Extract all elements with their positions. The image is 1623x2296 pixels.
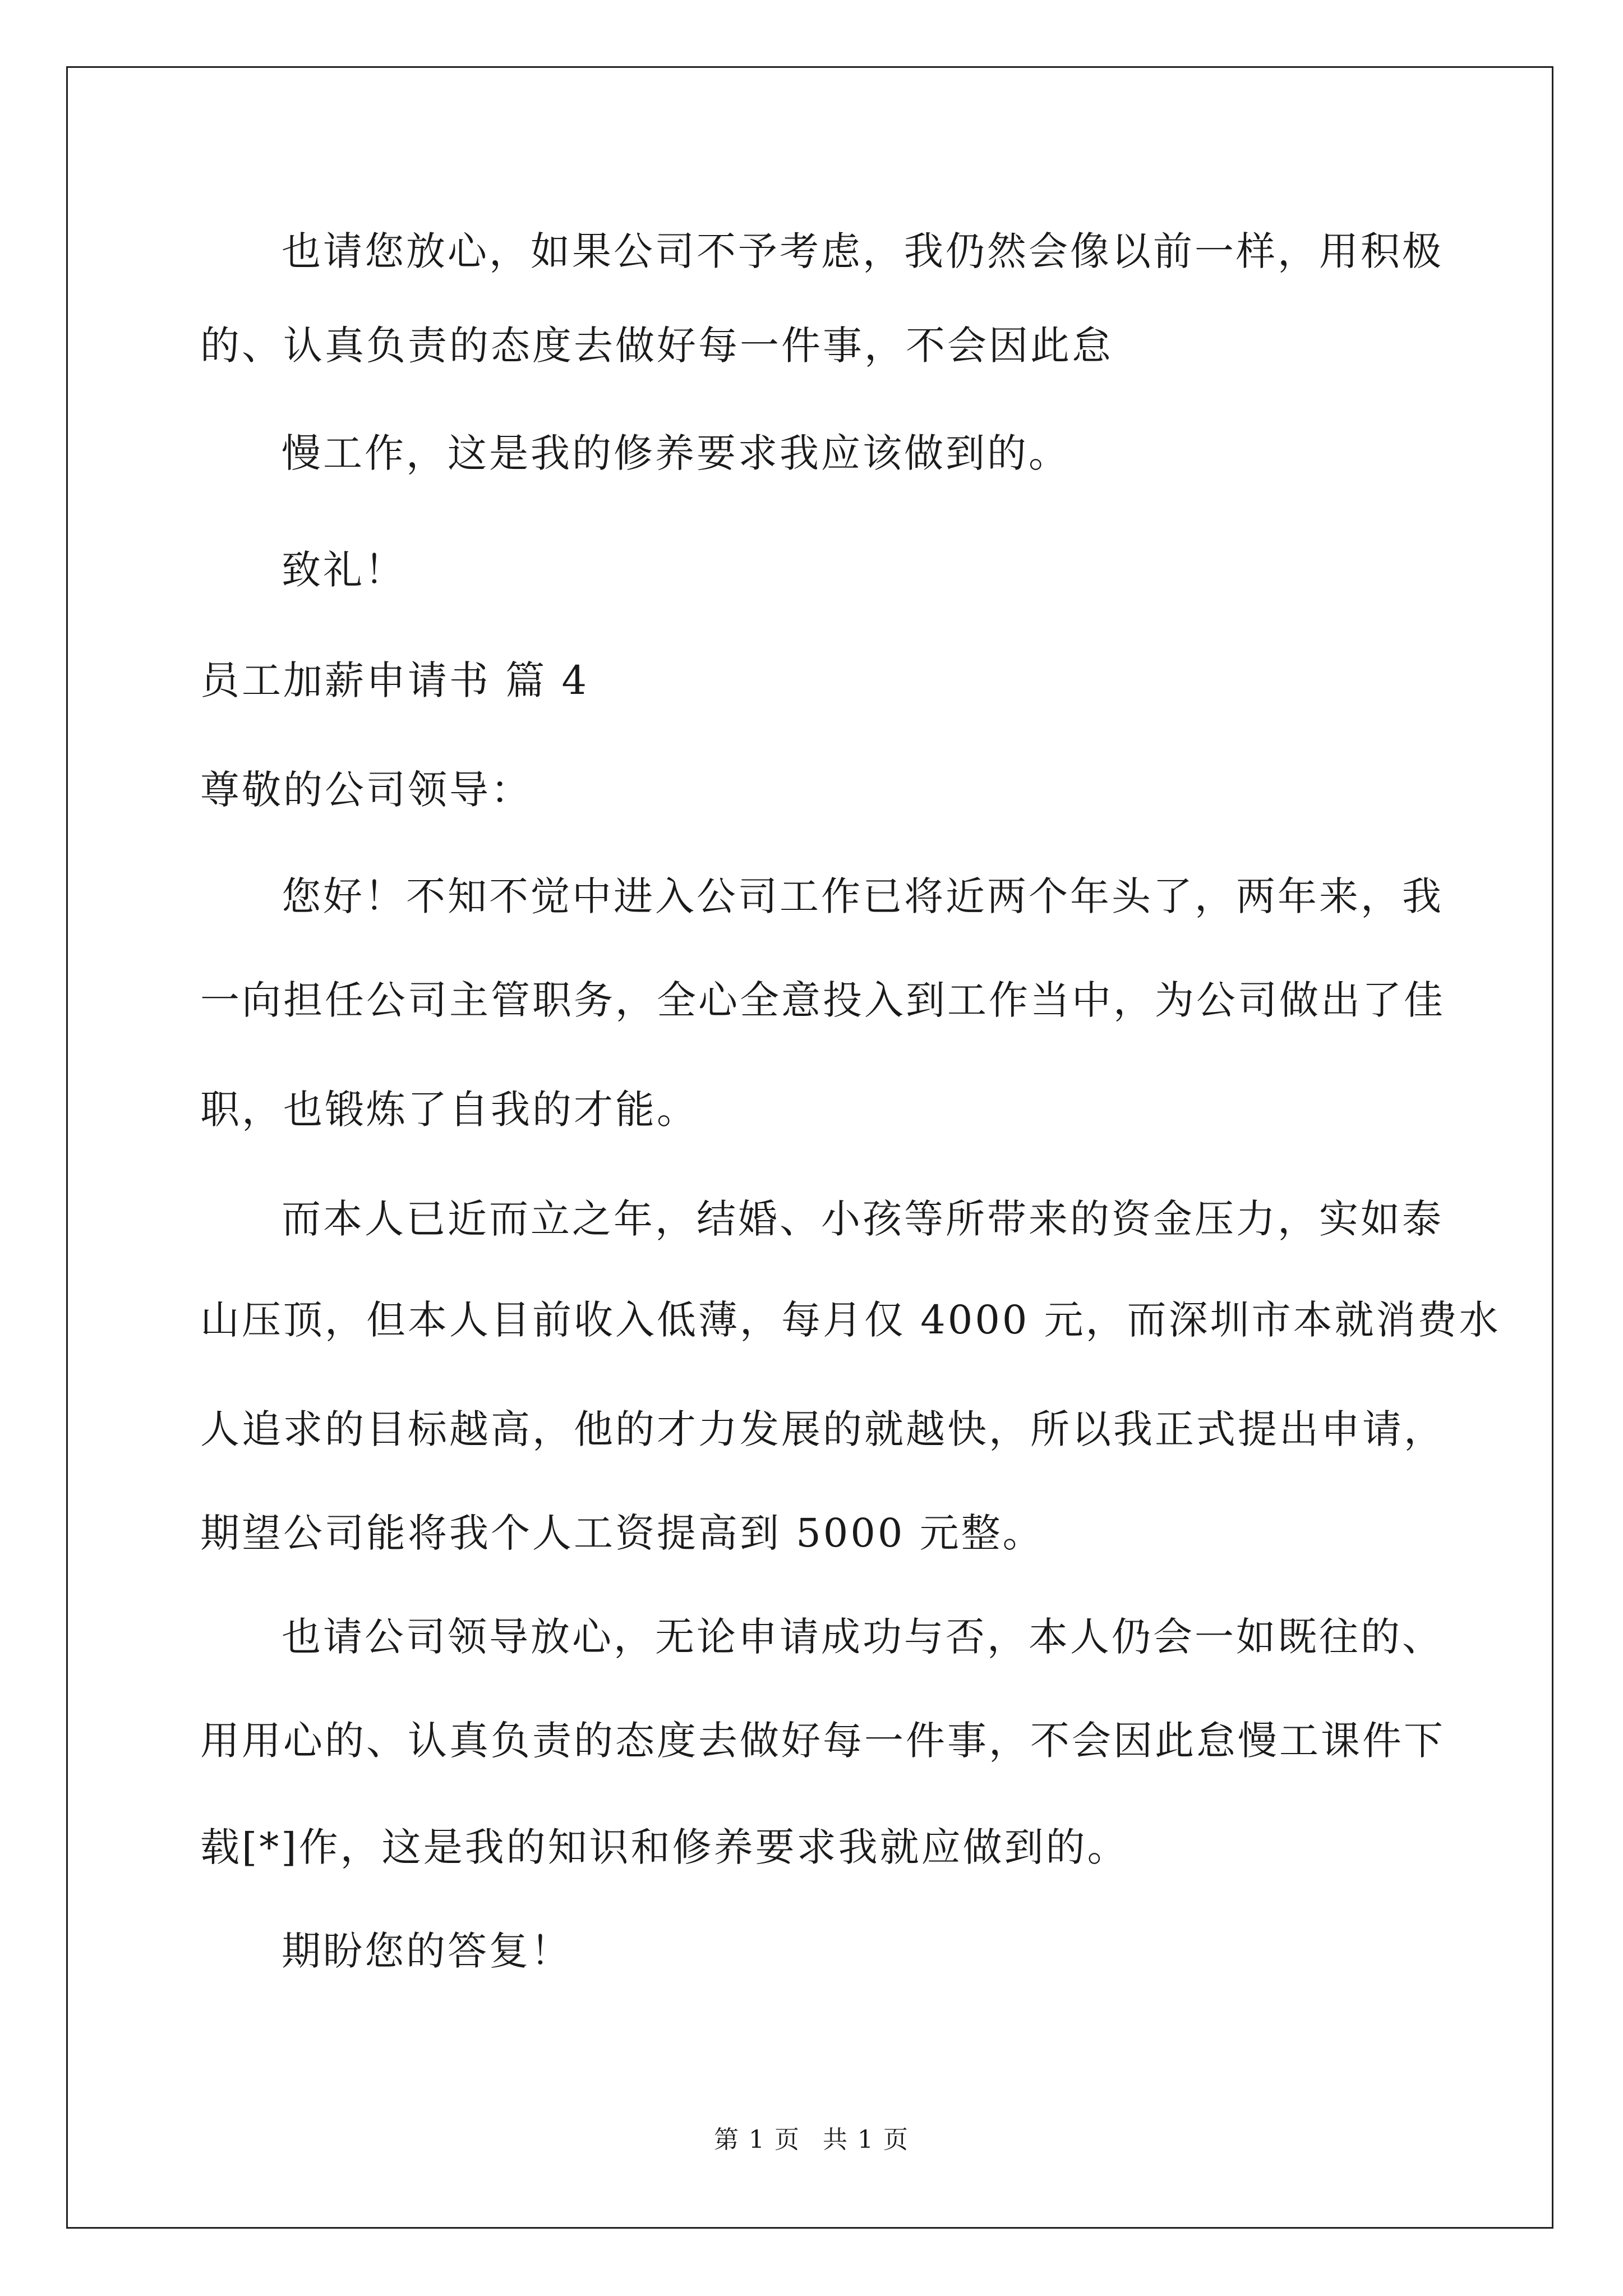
text-line: 的、认真负责的态度去做好每一件事，不会因此怠 [200,323,1113,369]
text-line: 致礼！ [282,547,406,593]
text-line: 一向担任公司主管职务，全心全意投入到工作当中，为公司做出了佳 [200,977,1445,1023]
text-line: 山压顶，但本人目前收入低薄，每月仅 4000 元，而深圳市本就消费水 [200,1297,1501,1343]
page-footer [0,2123,1623,2157]
text-line: 用用心的、认真负责的态度去做好每一件事，不会因此怠慢工课件下 [200,1718,1445,1764]
text-line: 也请公司领导放心，无论申请成功与否，本人仍会一如既往的、 [282,1614,1444,1660]
text-line: 期望公司能将我个人工资提高到 5000 元整。 [200,1510,1044,1556]
text-line: 您好！不知不觉中进入公司工作已将近两个年头了，两年来，我 [282,873,1444,919]
text-line: 载[*]作，这是我的知识和修养要求我就应做到的。 [200,1824,1129,1870]
section-heading: 员工加薪申请书 篇 4 [200,657,589,703]
page-border [66,66,1553,2229]
text-line: 慢工作，这是我的修养要求我应该做到的。 [282,430,1070,476]
page-total: 共 1 页 [823,2125,909,2154]
text-line: 也请您放心，如果公司不予考虑，我仍然会像以前一样，用积极 [282,228,1444,274]
text-line: 而本人已近而立之年，结婚、小孩等所带来的资金压力，实如泰 [282,1196,1444,1242]
salutation: 尊敬的公司领导： [200,767,532,813]
text-line: 人追求的目标越高，他的才力发展的就越快，所以我正式提出申请， [200,1406,1445,1452]
text-line: 职，也锻炼了自我的才能。 [200,1087,698,1133]
page-number: 第 1 页 [714,2125,800,2154]
closing-line: 期盼您的答复！ [282,1928,572,1974]
